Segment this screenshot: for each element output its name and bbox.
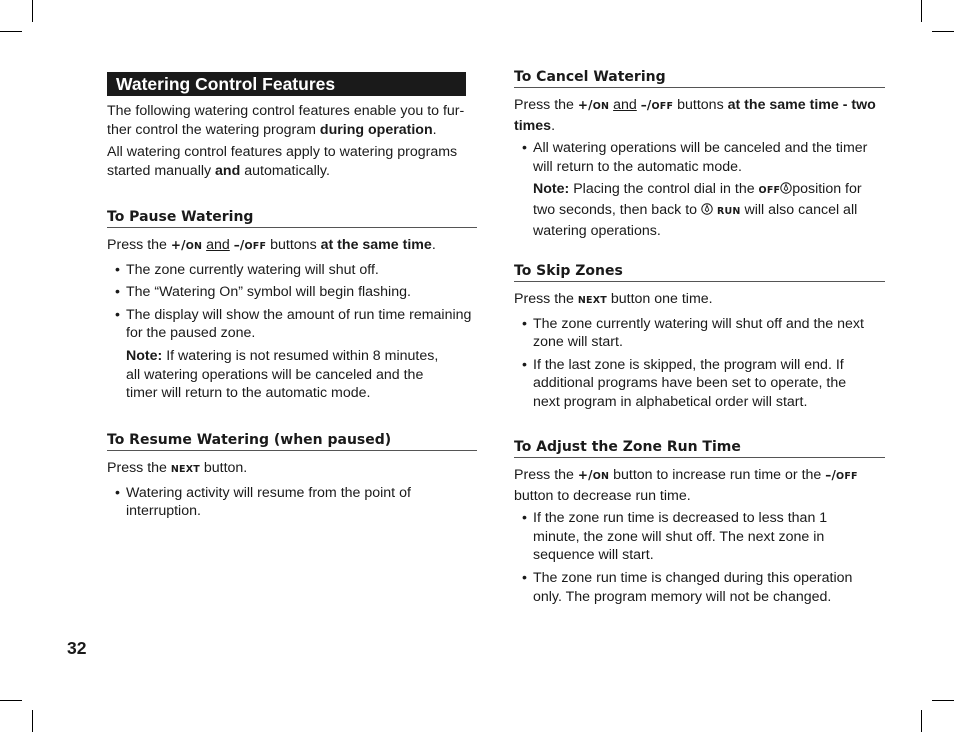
instruction: Press the NEXT button one time. xyxy=(514,291,713,307)
off-key-label: –/OFF xyxy=(640,98,674,112)
instruction: Press the +/ON and –/OFF buttons at the same time. xyxy=(107,237,436,253)
section-heading: To Skip Zones xyxy=(514,262,885,282)
cancel-section xyxy=(514,68,885,244)
bullet-item: • The “Watering On” symbol will begin flashing. xyxy=(107,283,477,302)
crop-mark xyxy=(0,700,22,701)
crop-mark xyxy=(921,710,922,732)
bullet-item: • Watering activity will resume from the point of interruption. xyxy=(107,484,426,521)
on-key-label: +/ON xyxy=(577,468,610,482)
crop-mark xyxy=(932,700,954,701)
bullet-item: • The zone currently watering will shut off. xyxy=(107,261,477,280)
off-key-label: –/OFF xyxy=(233,238,267,252)
crop-mark xyxy=(921,0,922,22)
adjust-section xyxy=(514,438,885,610)
off-key-label: OFF xyxy=(758,185,781,197)
resume-section xyxy=(107,431,477,525)
page-number: 32 xyxy=(67,638,87,658)
intro-paragraph: All watering control features apply to watering programs started manually and automatically. xyxy=(107,144,458,179)
crop-mark xyxy=(0,31,22,32)
section-heading: To Pause Watering xyxy=(107,208,477,228)
bullet-item: • The zone run time is changed during this operation only. The program memory will not be changed. xyxy=(514,569,885,606)
on-key-label: +/ON xyxy=(170,238,203,252)
crop-mark xyxy=(932,31,954,32)
bullet-item: • If the last zone is skipped, the program will end. If additional programs have been set to operate, the next program in alphabetical order will start. xyxy=(514,356,853,412)
off-key-label: –/OFF xyxy=(825,468,858,482)
bullet-item: • The display will show the amount of run time remaining for the paused zone. xyxy=(107,306,477,343)
section-banner: Watering Control Features xyxy=(107,72,466,96)
crop-mark xyxy=(32,710,33,732)
intro-paragraph: The following watering control features enable you to fur-ther control the watering program during operation. xyxy=(107,103,465,138)
skip-section xyxy=(514,262,885,416)
intro-section xyxy=(107,102,477,184)
section-heading: To Resume Watering (when paused) xyxy=(107,431,477,451)
dial-icon xyxy=(780,182,792,194)
next-key-label: NEXT xyxy=(577,295,607,306)
bullet-item: • If the zone run time is decreased to less than 1 minute, the zone will shut off. The next zone in sequence will start. xyxy=(514,509,843,565)
instruction: Press the NEXT button. xyxy=(107,460,248,476)
bullet-item: • All watering operations will be canceled and the timer will return to the automatic mode. xyxy=(514,139,885,176)
section-heading: To Cancel Watering xyxy=(514,68,885,88)
crop-mark xyxy=(32,0,33,22)
dial-icon xyxy=(701,203,713,215)
note: Note: Placing the control dial in the OFF position for two seconds, then back to RUN will also cancel all watering operations. xyxy=(533,181,862,239)
section-heading: To Adjust the Zone Run Time xyxy=(514,438,885,458)
note: Note: If watering is not resumed within 8 minutes, all watering operations will be canceled and the timer will return to the automatic mode. xyxy=(126,347,439,402)
pause-section xyxy=(107,208,477,407)
on-key-label: +/ON xyxy=(577,98,610,112)
run-key-label: RUN xyxy=(716,205,741,217)
instruction: Press the +/ON and –/OFF buttons at the same time - two times. xyxy=(514,97,876,134)
next-key-label: NEXT xyxy=(170,464,200,475)
instruction: Press the +/ON button to increase run time or the –/OFF button to decrease run time. xyxy=(514,467,858,504)
bullet-item: • The zone currently watering will shut off and the next zone will start. xyxy=(514,315,885,352)
